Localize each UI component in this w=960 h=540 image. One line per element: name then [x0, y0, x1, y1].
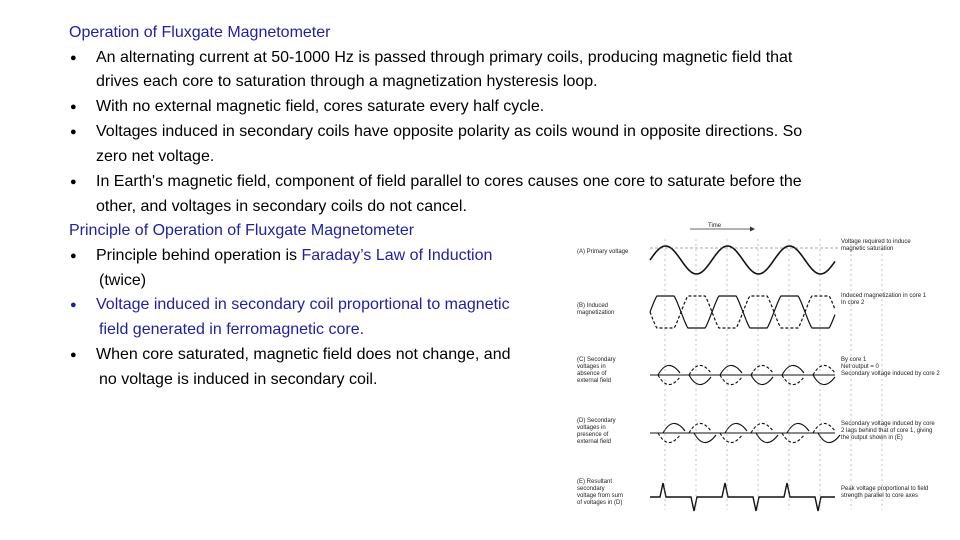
secondary-spike-core-1 [751, 375, 773, 385]
bullet-6-line-2: field generated in ferromagnetic core. [99, 321, 365, 338]
bullet-dot: ● [70, 101, 77, 113]
row-3-note: 2 lags behind that of core 1, giving [841, 428, 933, 434]
row-3-label: (D) Secondary [577, 418, 616, 424]
secondary-spike-core-2 [782, 375, 804, 385]
bullet-2-line-1: With no external magnetic field, cores saturate every half cycle. [96, 98, 545, 115]
row-labels [577, 249, 629, 506]
bullet-dot: ● [70, 52, 77, 64]
row-1-label: magnetization [577, 310, 615, 316]
bullet-5-line-2: (twice) [99, 272, 147, 289]
secondary-spike-core-1 [694, 433, 716, 443]
magnetization-wave-core-2 [650, 296, 835, 328]
bullet-5-line-1 [96, 247, 492, 265]
row-2-label: (C) Secondary [577, 357, 616, 363]
secondary-spike-core-2 [689, 423, 711, 433]
fluxgate-waveform-diagram [565, 215, 950, 515]
row-4-label: (E) Resultant [577, 479, 613, 485]
row-4-label: of voltages in (D) [577, 500, 623, 506]
secondary-spike-core-2 [689, 365, 711, 375]
secondary-spike-core-2 [720, 375, 742, 385]
secondary-spike-core-1 [813, 375, 835, 385]
secondary-spike-core-1 [756, 433, 778, 443]
time-label: Time [708, 223, 722, 229]
secondary-spike-core-2 [813, 365, 835, 375]
bullet-3-line-1: Voltages induced in secondary coils have opposite polarity as coils wound in opposite directions. So [96, 123, 803, 140]
row-2-label: external field [577, 378, 612, 384]
secondary-spike-core-1 [787, 423, 809, 433]
secondary-spike-core-2 [751, 365, 773, 375]
row-3-note: the output shown in (E) [841, 435, 903, 441]
bullet-1-line-2: drives each core to saturation through a magnetization hysteresis loop. [96, 73, 598, 90]
row-2-label: voltages in [577, 364, 606, 370]
bullet-3-line-2: zero net voltage. [96, 148, 215, 165]
row-3-label: external field [577, 439, 612, 445]
secondary-spike-core-1 [782, 365, 804, 375]
bullet-dot: ● [70, 250, 77, 262]
row-0-label: (A) Primary voltage [577, 249, 629, 255]
bullet-4-line-2: other, and voltages in secondary coils do not cancel. [96, 198, 467, 215]
row-3-label: presence of [577, 432, 609, 438]
waveforms [650, 246, 840, 511]
secondary-spike-core-2 [782, 433, 804, 443]
row-0-note: Voltage required to induce [841, 239, 911, 245]
row-4-label: secondary [577, 486, 605, 492]
row-1-label: (B) Induced [577, 303, 609, 309]
bullet-5-text: Principle behind operation is [96, 247, 302, 264]
secondary-spike-core-1 [689, 375, 711, 385]
row-3-note: Secondary voltage induced by core [841, 421, 935, 427]
bullet-dot: ● [70, 299, 77, 311]
bullet-6-line-1: Voltage induced in secondary coil proportional to magnetic [96, 296, 510, 313]
row-4-note: Peak voltage proportional to field [841, 486, 929, 492]
time-axis [690, 223, 755, 232]
row-3-label: voltages in [577, 425, 606, 431]
bullet-7-line-2: no voltage is induced in secondary coil. [99, 371, 378, 388]
row-2-label: absence of [577, 371, 607, 377]
secondary-spike-core-1 [818, 433, 840, 443]
resultant-voltage-wave [650, 483, 835, 511]
row-4-note: strength parallel to core axes [841, 493, 919, 499]
secondary-spike-core-1 [720, 365, 742, 375]
row-notes [841, 239, 940, 499]
secondary-spike-core-2 [751, 423, 773, 433]
row-1-note: Induced magnetization in core 1 [841, 293, 927, 299]
secondary-spike-core-1 [725, 423, 747, 433]
section-title: Principle of Operation of Fluxgate Magnetometer [69, 222, 415, 239]
row-1-note: In core 2 [841, 300, 865, 306]
secondary-spike-core-1 [663, 423, 685, 433]
secondary-spike-core-2 [813, 423, 835, 433]
page-title: Operation of Fluxgate Magnetometer [69, 24, 331, 41]
bullet-1-line-1: An alternating current at 50-1000 Hz is passed through primary coils, producing magnetic field that [96, 49, 793, 66]
secondary-spike-core-2 [720, 433, 742, 443]
row-2-note: Secondary voltage induced by core 2 [841, 371, 940, 377]
secondary-spike-core-2 [658, 433, 680, 443]
row-0-note: magnetic saturation [841, 246, 894, 252]
secondary-spike-core-2 [658, 375, 680, 385]
bullet-7-line-1: When core saturated, magnetic field does not change, and [96, 346, 511, 363]
primary-voltage-wave [650, 246, 835, 274]
row-4-label: voltage from sum [577, 493, 624, 499]
secondary-spike-core-1 [658, 365, 680, 375]
row-2-note: By core 1 [841, 357, 867, 363]
bullet-dot: ● [70, 126, 77, 138]
bullet-4-line-1: In Earth's magnetic field, component of field parallel to cores causes one core to saturate before the [96, 173, 802, 190]
bullet-dot: ● [70, 176, 77, 188]
row-2-note: Net output = 0 [841, 364, 879, 370]
bullet-dot: ● [70, 349, 77, 361]
faraday-law-highlight: Faraday’s Law of Induction [301, 247, 493, 264]
time-arrow-head [750, 227, 755, 232]
